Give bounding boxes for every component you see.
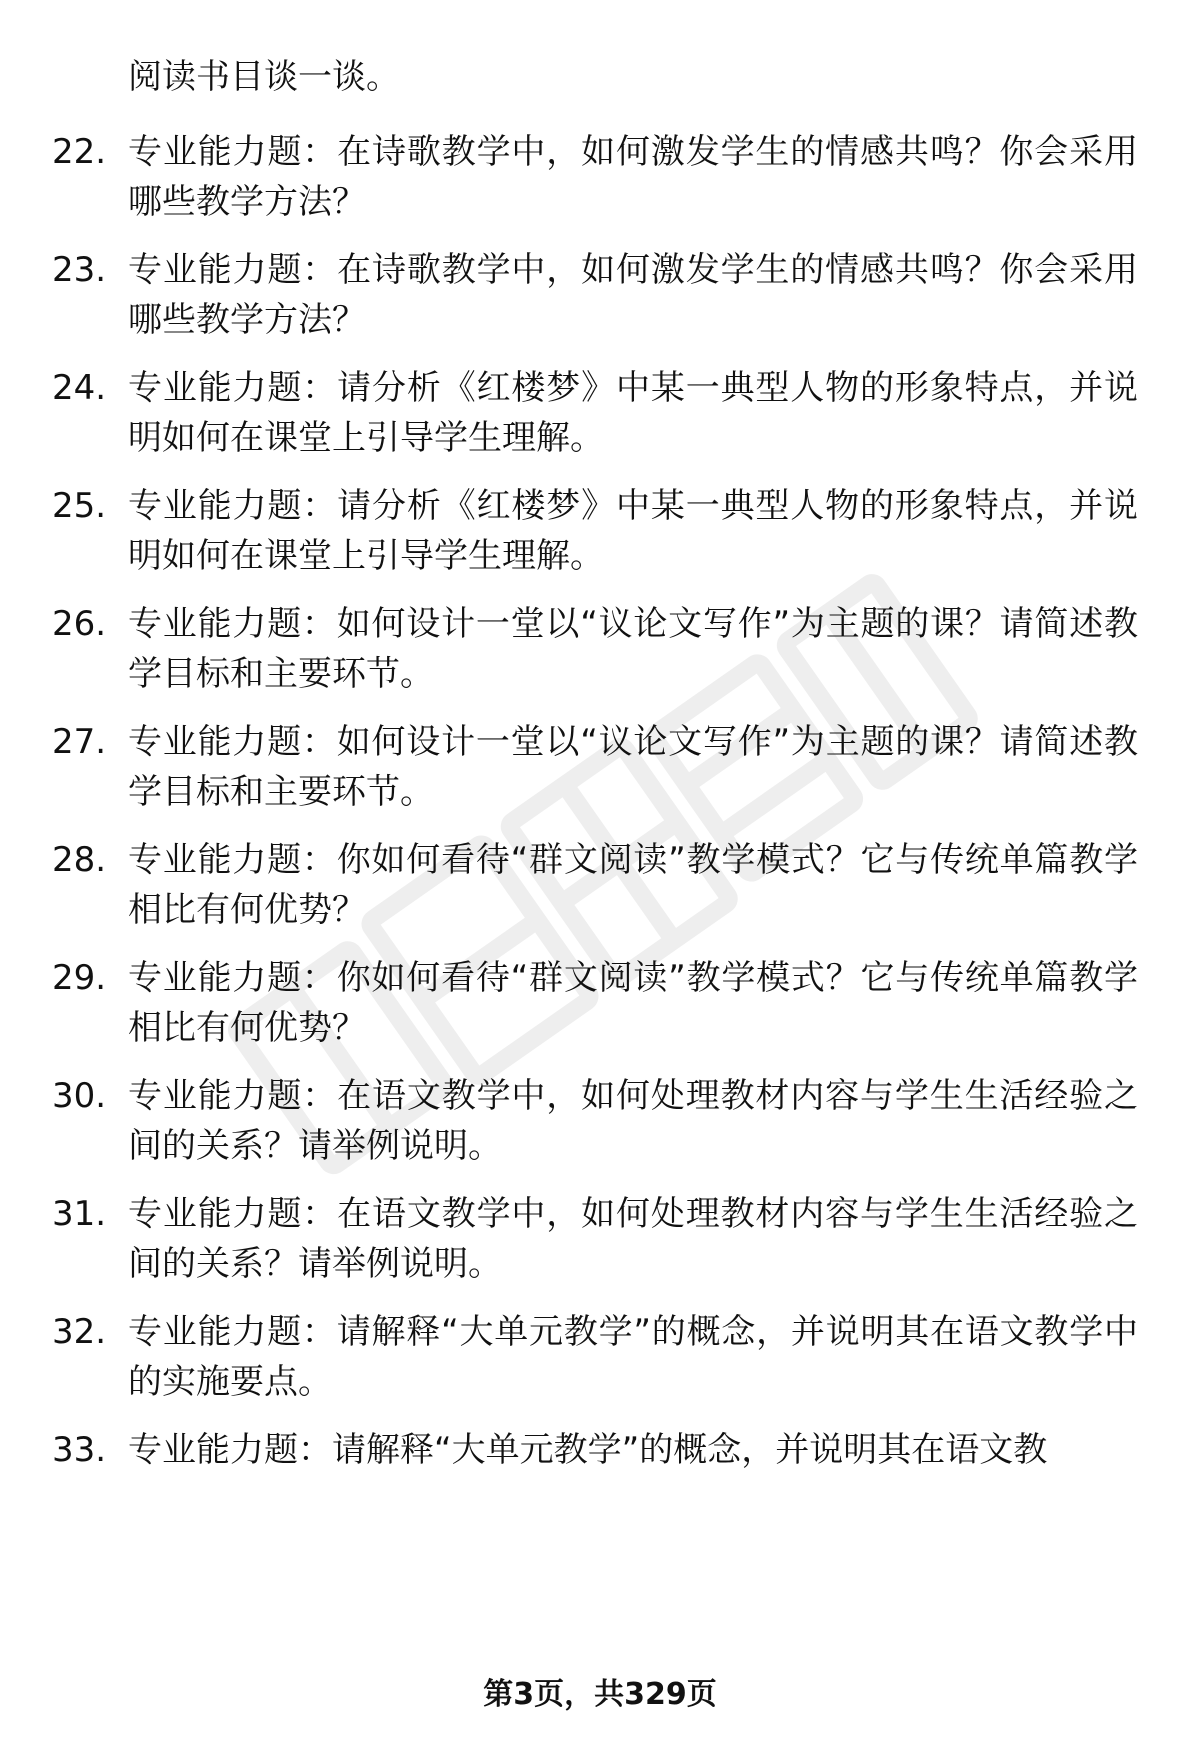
page-footer: 第3页，共329页 (483, 1677, 717, 1712)
list-item (52, 1307, 1138, 1407)
list-item (52, 953, 1138, 1053)
item-number: 24. (52, 368, 107, 408)
list-item (52, 1189, 1138, 1289)
item-text: 专业能力题：请解释“大单元教学”的概念，并说明其在语文教学中的实施要点。 (128, 1312, 1138, 1402)
item-number: 33. (52, 1430, 107, 1470)
item-text: 专业能力题：在语文教学中，如何处理教材内容与学生生活经验之间的关系？请举例说明。 (128, 1194, 1138, 1284)
item-number: 29. (52, 958, 107, 998)
item-text: 专业能力题：请分析《红楼梦》中某一典型人物的形象特点，并说明如何在课堂上引导学生理解。 (128, 486, 1138, 576)
continuation-text: 阅读书目谈一谈。 (128, 57, 400, 97)
item-number: 31. (52, 1194, 107, 1234)
list-item (52, 1425, 1138, 1475)
item-number: 23. (52, 250, 107, 290)
list-item (52, 127, 1138, 227)
item-text: 专业能力题：如何设计一堂以“议论文写作”为主题的课？请简述教学目标和主要环节。 (128, 722, 1138, 812)
item-number: 22. (52, 132, 107, 172)
list-item (52, 245, 1138, 345)
list-item (52, 835, 1138, 935)
item-number: 27. (52, 722, 107, 762)
item-number: 26. (52, 604, 107, 644)
item-text: 专业能力题：请解释“大单元教学”的概念，并说明其在语文教 (128, 1430, 1048, 1470)
item-text: 专业能力题：如何设计一堂以“议论文写作”为主题的课？请简述教学目标和主要环节。 (128, 604, 1138, 694)
item-text: 专业能力题：在诗歌教学中，如何激发学生的情感共鸣？你会采用哪些教学方法？ (128, 250, 1138, 340)
list-item (52, 1071, 1138, 1171)
item-number: 30. (52, 1076, 107, 1116)
item-number: 25. (52, 486, 107, 526)
item-text: 专业能力题：你如何看待“群文阅读”教学模式？它与传统单篇教学相比有何优势？ (128, 958, 1138, 1048)
item-text: 专业能力题：在诗歌教学中，如何激发学生的情感共鸣？你会采用哪些教学方法？ (128, 132, 1138, 222)
item-text: 专业能力题：请分析《红楼梦》中某一典型人物的形象特点，并说明如何在课堂上引导学生理解。 (128, 368, 1138, 458)
item-text: 专业能力题：你如何看待“群文阅读”教学模式？它与传统单篇教学相比有何优势？ (128, 840, 1138, 930)
list-item (52, 481, 1138, 581)
list-item (52, 599, 1138, 699)
item-text: 专业能力题：在语文教学中，如何处理教材内容与学生生活经验之间的关系？请举例说明。 (128, 1076, 1138, 1166)
item-number: 28. (52, 840, 107, 880)
list-item (52, 717, 1138, 817)
item-number: 32. (52, 1312, 107, 1352)
list-item (52, 363, 1138, 463)
